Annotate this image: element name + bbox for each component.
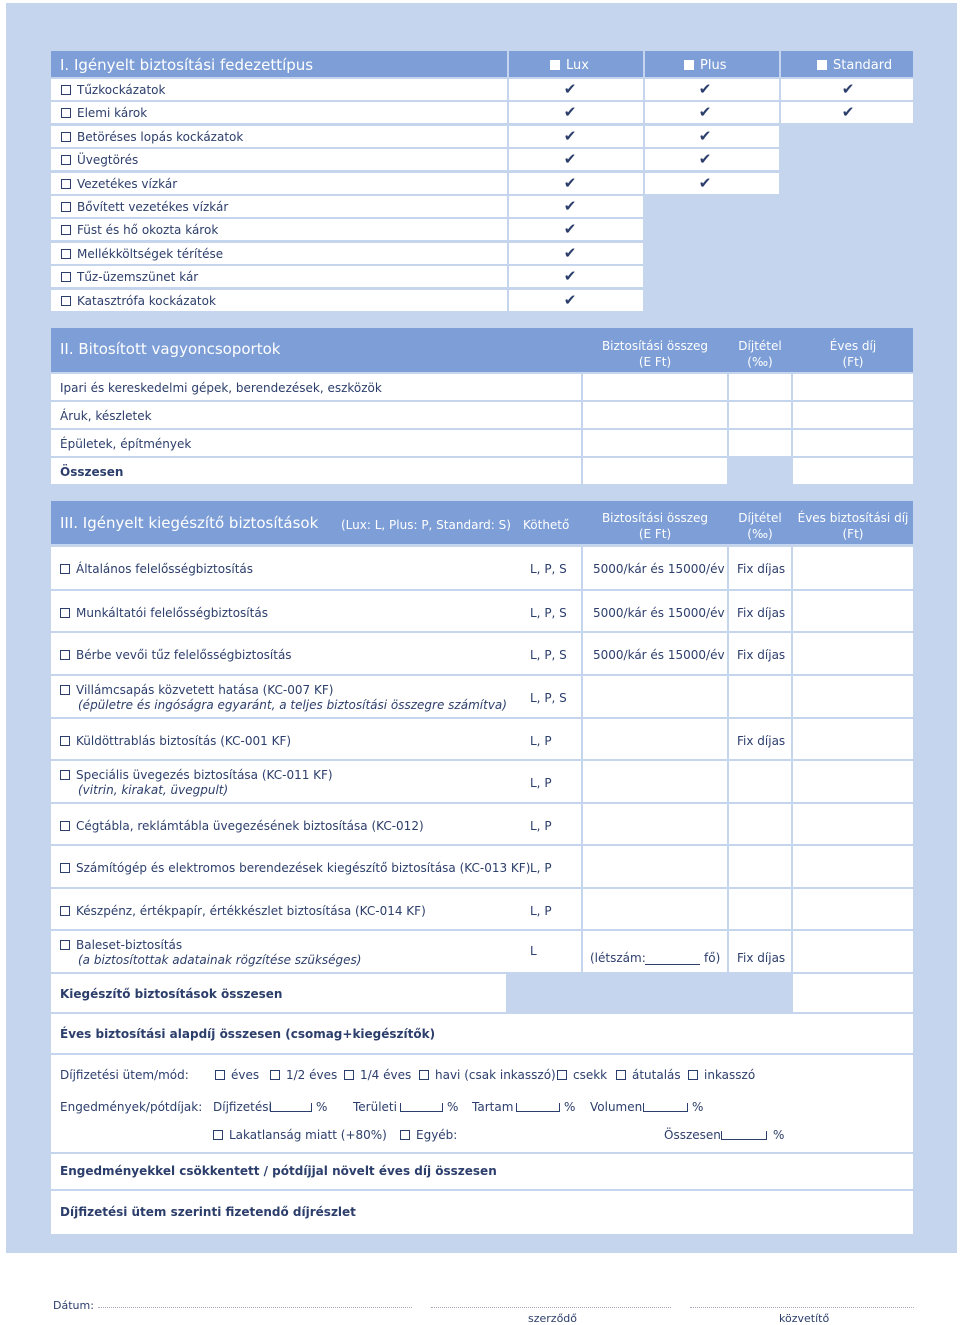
addon-availability: L, P, S <box>530 606 567 620</box>
addon-label: Bérbe vevői tűz felelősségbiztosítás <box>76 648 292 662</box>
payment-checkbox[interactable] <box>270 1070 280 1080</box>
discounted-total-label: Engedményekkel csökkentett / pótdíjjal növelt éves díj összesen <box>60 1164 497 1178</box>
other-option[interactable]: Egyéb: <box>400 1128 457 1142</box>
payment-option[interactable] <box>215 1068 259 1082</box>
payment-checkbox[interactable] <box>419 1070 429 1080</box>
coverage-option[interactable] <box>61 153 138 167</box>
plus-check-icon: ✔ <box>698 80 712 98</box>
addon-rate-value: Fix díjas <box>737 951 786 965</box>
addon-sum-cell[interactable] <box>583 889 727 929</box>
addon-option[interactable] <box>60 734 291 748</box>
asset-rate-field[interactable] <box>729 402 791 428</box>
sum-field[interactable] <box>721 1131 767 1140</box>
coverage-label: Elemi károk <box>77 106 148 120</box>
coverage-label: Üvegtörés <box>77 153 139 167</box>
package-standard-label[interactable]: Standard <box>817 58 892 73</box>
addon-sum-value: 5000/kár és 15000/év <box>593 606 725 620</box>
insured-label: szerződő <box>528 1312 578 1325</box>
payment-checkbox[interactable] <box>344 1070 354 1080</box>
addon-option[interactable] <box>60 819 424 833</box>
coverage-checkbox[interactable] <box>61 108 71 118</box>
broker-signature-line[interactable] <box>690 1307 914 1308</box>
headcount-label: (létszám: <box>590 951 646 965</box>
asset-sum-field[interactable] <box>583 458 727 484</box>
addon-rate-cell[interactable] <box>729 889 791 929</box>
asset-fee-field[interactable] <box>793 374 913 400</box>
section1-title: I. Igényelt biztosítási fedezettípus <box>60 56 314 74</box>
addon-availability: L, P, S <box>530 691 567 705</box>
plus-check-icon: ✔ <box>698 103 712 121</box>
addon-availability: L, P, S <box>530 562 567 576</box>
date-label: Dátum: <box>53 1299 94 1312</box>
coverage-checkbox[interactable] <box>61 272 71 282</box>
addon-sum-value: 5000/kár és 15000/év <box>593 648 725 662</box>
section3-col-kothet: Köthető <box>523 518 570 532</box>
lux-check-icon: ✔ <box>563 244 577 262</box>
coverage-label: Tűzkockázatok <box>77 83 166 97</box>
payment-checkbox[interactable] <box>215 1070 225 1080</box>
addon-label: Cégtábla, reklámtábla üvegezésének biztosítása (KC-012) <box>76 819 424 833</box>
section3-col-fee: Éves biztosítási díj (Ft) <box>797 511 909 541</box>
payment-option-label: átutalás <box>632 1068 681 1082</box>
asset-rate-field[interactable] <box>729 374 791 400</box>
payment-option[interactable] <box>688 1068 755 1082</box>
payment-option[interactable] <box>344 1068 411 1082</box>
insured-signature-line[interactable] <box>431 1307 671 1308</box>
coverage-option[interactable] <box>61 106 147 120</box>
discount-unit: % <box>447 1100 459 1114</box>
addon-checkbox[interactable] <box>60 564 70 574</box>
addon-note: (épületre és ingóságra egyaránt, a teljes biztosítási összegre számítva) <box>78 698 507 712</box>
payment-option[interactable] <box>419 1068 556 1082</box>
payment-option-label: havi (csak inkasszó) <box>435 1068 556 1082</box>
payment-checkbox[interactable] <box>616 1070 626 1080</box>
lux-check-icon: ✔ <box>563 267 577 285</box>
plus-check-icon: ✔ <box>698 127 712 145</box>
asset-sum-field[interactable] <box>583 430 727 456</box>
addon-rate-value: Fix díjas <box>737 606 786 620</box>
section3-total-value[interactable] <box>793 974 913 1012</box>
addon-option[interactable] <box>60 904 426 918</box>
standard-check-icon: ✔ <box>841 103 855 121</box>
payment-option[interactable] <box>270 1068 337 1082</box>
lux-checkbox[interactable] <box>550 60 560 70</box>
discount-label: Volumen <box>590 1100 643 1114</box>
coverage-label: Vezetékes vízkár <box>77 177 178 191</box>
standard-check-icon: ✔ <box>841 80 855 98</box>
payment-checkbox[interactable] <box>688 1070 698 1080</box>
coverage-label: Mellékköltségek térítése <box>77 247 224 261</box>
package-plus-label[interactable]: Plus <box>684 58 726 73</box>
lux-check-icon: ✔ <box>563 127 577 145</box>
annual-total-label: Éves biztosítási alapdíj összesen (csomag+kiegészítők) <box>60 1027 436 1041</box>
coverage-option[interactable] <box>61 130 243 144</box>
addon-label: Baleset-biztosítás <box>76 938 183 952</box>
addon-sum-cell[interactable] <box>583 804 727 844</box>
lux-check-icon: ✔ <box>563 220 577 238</box>
addon-option[interactable] <box>60 606 268 620</box>
asset-label: Ipari és kereskedelmi gépek, berendezések, eszközök <box>60 381 382 395</box>
addon-checkbox[interactable] <box>60 863 70 873</box>
addon-note: (vitrin, kirakat, üvegpult) <box>78 783 229 797</box>
section2-title: II. Bitosított vagyoncsoportok <box>60 340 281 358</box>
addon-label: Speciális üvegezés biztosítása (KC-011 KF) <box>76 768 333 782</box>
payment-option-label: éves <box>231 1068 260 1082</box>
addon-fee-cell[interactable] <box>793 676 913 717</box>
other-checkbox[interactable] <box>400 1130 410 1140</box>
discount-field[interactable] <box>270 1103 312 1112</box>
coverage-checkbox[interactable] <box>61 202 71 212</box>
lux-check-icon: ✔ <box>563 150 577 168</box>
addon-availability: L, P <box>530 776 552 790</box>
addon-rate-cell[interactable] <box>729 846 791 887</box>
coverage-label: Katasztrófa kockázatok <box>77 294 216 308</box>
coverage-option[interactable] <box>61 177 177 191</box>
section3-col-sum: Biztosítási összeg (E Ft) <box>601 511 709 541</box>
discount-label: Díjfizetési <box>213 1100 272 1114</box>
payment-option-label: 1/2 éves <box>286 1068 338 1082</box>
addon-rate-value: Fix díjas <box>737 562 786 576</box>
coverage-label: Betöréses lopás kockázatok <box>77 130 244 144</box>
discount-label: Tartam <box>472 1100 514 1114</box>
lux-check-icon: ✔ <box>563 174 577 192</box>
addon-fee-cell[interactable] <box>793 931 913 972</box>
asset-total-label: Összesen <box>60 465 124 479</box>
addon-rate-value: Fix díjas <box>737 648 786 662</box>
addon-option[interactable] <box>60 648 292 662</box>
addon-option[interactable] <box>60 861 530 875</box>
addon-availability: L, P <box>530 819 552 833</box>
addon-sum-value: 5000/kár és 15000/év <box>593 562 725 576</box>
payment-option-label: csekk <box>573 1068 608 1082</box>
coverage-checkbox[interactable] <box>61 296 71 306</box>
addon-rate-cell[interactable] <box>729 676 791 717</box>
addon-checkbox[interactable] <box>60 736 70 746</box>
payment-option-label: 1/4 éves <box>360 1068 412 1082</box>
headcount-field[interactable] <box>645 951 700 965</box>
addon-option[interactable] <box>60 768 333 782</box>
addon-fee-cell[interactable] <box>793 889 913 929</box>
addon-option[interactable] <box>60 938 182 952</box>
section3-subtitle: (Lux: L, Plus: P, Standard: S) <box>341 518 511 532</box>
section3-col-rate: Díjtétel (‰) <box>738 511 782 541</box>
addon-availability: L, P <box>530 734 552 748</box>
discount-unit: % <box>316 1100 328 1114</box>
asset-fee-field[interactable] <box>793 402 913 428</box>
addon-availability: L <box>530 944 537 958</box>
coverage-checkbox[interactable] <box>61 155 71 165</box>
asset-rate-field[interactable] <box>729 430 791 456</box>
asset-label: Áruk, készletek <box>60 409 152 423</box>
payment-option-label: inkasszó <box>704 1068 756 1082</box>
addon-fee-cell[interactable] <box>793 846 913 887</box>
section3-total-label: Kiegészítő biztosítások összesen <box>60 987 283 1001</box>
addon-label: Számítógép és elektromos berendezések kiegészítő biztosítása (KC-013 KF) <box>76 861 531 875</box>
addon-availability: L, P <box>530 904 552 918</box>
addon-availability: L, P <box>530 861 552 875</box>
coverage-option[interactable] <box>61 247 223 261</box>
plus-check-icon: ✔ <box>698 150 712 168</box>
coverage-option[interactable] <box>61 270 198 284</box>
addon-fee-cell[interactable] <box>793 547 913 589</box>
coverage-checkbox[interactable] <box>61 249 71 259</box>
addon-label: Munkáltatói felelősségbiztosítás <box>76 606 268 620</box>
coverage-label: Tűz-üzemszünet kár <box>77 270 199 284</box>
discount-field[interactable] <box>516 1103 560 1112</box>
lock-option[interactable]: Lakatlanság miatt (+80%) <box>213 1128 387 1142</box>
plus-checkbox[interactable] <box>684 60 694 70</box>
lux-check-icon: ✔ <box>563 197 577 215</box>
asset-sum-field[interactable] <box>583 402 727 428</box>
addon-checkbox[interactable] <box>60 940 70 950</box>
discount-unit: % <box>564 1100 576 1114</box>
asset-fee-field[interactable] <box>793 430 913 456</box>
coverage-checkbox[interactable] <box>61 179 71 189</box>
payment-checkbox[interactable] <box>557 1070 567 1080</box>
asset-label: Épületek, építmények <box>60 437 192 451</box>
addon-fee-cell[interactable] <box>793 719 913 759</box>
addon-fee-cell[interactable] <box>793 633 913 674</box>
standard-checkbox[interactable] <box>817 60 827 70</box>
addon-checkbox[interactable] <box>60 770 70 780</box>
coverage-option[interactable] <box>61 200 228 214</box>
lux-check-icon: ✔ <box>563 291 577 309</box>
package-lux-label[interactable]: Lux <box>550 58 589 73</box>
discount-field[interactable] <box>400 1103 443 1112</box>
addon-checkbox[interactable] <box>60 608 70 618</box>
coverage-checkbox[interactable] <box>61 132 71 142</box>
coverage-option[interactable] <box>61 294 216 308</box>
asset-fee-field[interactable] <box>793 458 913 484</box>
addon-checkbox[interactable] <box>60 650 70 660</box>
coverage-checkbox[interactable] <box>61 225 71 235</box>
addon-fee-cell[interactable] <box>793 761 913 802</box>
section2-col-rate: Díjtétel (‰) <box>738 339 782 369</box>
sum-unit: % <box>773 1128 785 1142</box>
asset-sum-field[interactable] <box>583 374 727 400</box>
sum-label: Összesen <box>664 1128 721 1142</box>
coverage-label: Bővített vezetékes vízkár <box>77 200 229 214</box>
coverage-option[interactable] <box>61 83 165 97</box>
addon-rate-cell[interactable] <box>729 804 791 844</box>
addon-fee-cell[interactable] <box>793 591 913 631</box>
asset-total-row <box>51 458 581 484</box>
addon-checkbox[interactable] <box>60 821 70 831</box>
coverage-checkbox[interactable] <box>61 85 71 95</box>
addon-sum-cell[interactable] <box>583 846 727 887</box>
plus-check-icon: ✔ <box>698 174 712 192</box>
addon-rate-value: Fix díjas <box>737 734 786 748</box>
addon-availability: L, P, S <box>530 648 567 662</box>
addon-fee-cell[interactable] <box>793 804 913 844</box>
discount-field[interactable] <box>643 1103 688 1112</box>
lock-checkbox[interactable] <box>213 1130 223 1140</box>
addon-sum-cell[interactable] <box>583 761 727 802</box>
addon-rate-cell[interactable] <box>729 761 791 802</box>
coverage-option[interactable] <box>61 223 218 237</box>
discounts-label: Engedmények/pótdíjak: <box>60 1100 203 1114</box>
addon-checkbox[interactable] <box>60 685 70 695</box>
section2-col-sum: Biztosítási összeg (E Ft) <box>601 339 709 369</box>
date-line[interactable] <box>98 1307 412 1308</box>
payment-option[interactable] <box>616 1068 681 1082</box>
installment-label: Díjfizetési ütem szerinti fizetendő díjrészlet <box>60 1205 356 1219</box>
addon-note: (a biztosítottak adatainak rögzítése szükséges) <box>78 953 362 967</box>
addon-sum-cell[interactable] <box>583 676 727 717</box>
addon-label: Készpénz, értékpapír, értékkészlet biztosítása (KC-014 KF) <box>76 904 426 918</box>
discount-unit: % <box>692 1100 704 1114</box>
addon-checkbox[interactable] <box>60 906 70 916</box>
section2-col-fee: Éves díj (Ft) <box>829 339 877 369</box>
addon-label: Küldöttrablás biztosítás (KC-001 KF) <box>76 734 292 748</box>
lux-check-icon: ✔ <box>563 80 577 98</box>
section3-title: III. Igényelt kiegészítő biztosítások <box>60 514 319 532</box>
headcount-unit: fő) <box>704 951 721 965</box>
payment-label: Díjfizetési ütem/mód: <box>60 1068 189 1082</box>
broker-label: közvetítő <box>779 1312 830 1325</box>
discount-label: Területi <box>353 1100 397 1114</box>
addon-label: Általános felelősségbiztosítás <box>76 562 253 576</box>
lux-check-icon: ✔ <box>563 103 577 121</box>
addon-option[interactable] <box>60 683 333 697</box>
addon-label: Villámcsapás közvetett hatása (KC-007 KF) <box>76 683 334 697</box>
coverage-label: Füst és hő okozta károk <box>77 223 219 237</box>
addon-option[interactable] <box>60 562 253 576</box>
addon-sum-cell[interactable] <box>583 719 727 759</box>
payment-option[interactable] <box>557 1068 607 1082</box>
